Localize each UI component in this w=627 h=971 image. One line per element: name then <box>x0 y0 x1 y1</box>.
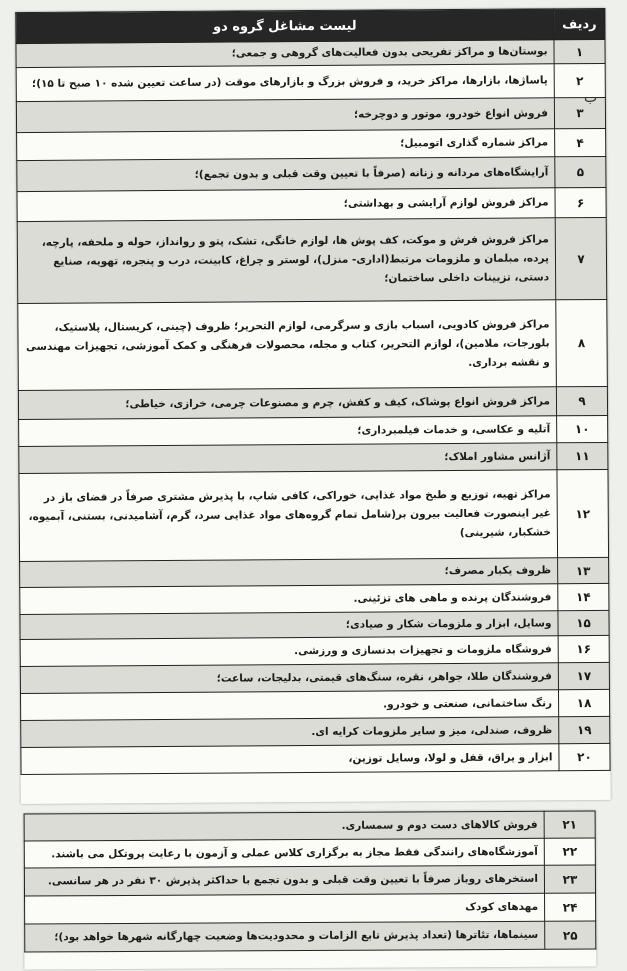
table-header-row <box>16 8 605 43</box>
row-text: پاساژها، بازارها، مراکز خرید، و فروش بزرگ و بازارهای موقت (در ساعت تعیین شده ۱۰ صبح تا ۱۵)؛ <box>16 64 554 102</box>
row-text: وسایل، ابزار و ملزومات شکار و صیادی؛ <box>20 611 558 640</box>
row-number: ۱۸ <box>558 689 609 716</box>
row-text: ظروف، صندلی، میز و سایر ملزومات کرایه ای. <box>21 717 559 748</box>
row-text: فروش انواع خودرو، موتور و دوچرخه؛ <box>16 98 554 133</box>
row-number: ۱۴ <box>558 583 609 610</box>
row-text: آژانس مشاور املاک؛ <box>19 443 557 474</box>
row-number: ۲ <box>554 63 605 97</box>
row-number: ۶ <box>555 187 606 217</box>
row-number: ۲۳ <box>544 865 595 893</box>
table-body-2 <box>24 811 596 952</box>
table-row <box>20 635 609 666</box>
table-row <box>24 865 595 896</box>
table-row <box>25 921 596 952</box>
table-row <box>18 386 607 419</box>
row-text: مراکز فروش کادویی، اسباب بازی و سرگرمی، لوازم التحریر؛ ظروف (چینی، کریستال، پلاستیک، بلورجات، ملامین)، لوازم التحریر، کتاب و مجله، محصولات فرهنگی و کمک آموزشی، تجهیزات مهندسی و نقشه برداری. <box>18 300 557 391</box>
row-text: سینماها، تئاترها (تعداد پذیرش تابع الزامات و محدودیت‌ها وضعیت چهارگانه شهرها خواهد بود)؛ <box>25 921 545 952</box>
row-text: ظروف یکبار مصرف؛ <box>20 558 558 588</box>
row-text: آموزشگاه‌های رانندگی فقط مجاز به برگزاری کلاس عملی و آزمون با رعایت پروتکل می باشند. <box>24 838 544 868</box>
column-header-title: لیست مشاغل گروه دو <box>16 9 554 44</box>
column-header-number: ردیف <box>554 8 605 39</box>
row-number: ۱۰ <box>557 415 608 442</box>
row-text: فروشندگان پرنده و ماهی های تزئینی. <box>20 584 558 615</box>
row-number: ۸ <box>556 299 608 386</box>
row-number: ۱۶ <box>558 635 609 662</box>
table-row <box>21 689 610 720</box>
row-text: استخرهای روباز صرفاً با تعیین وقت قبلی و بدون تجمع با حداکثر پذیرش ۳۰ نفر در هر سانسی. <box>24 865 544 896</box>
row-number: ۱ <box>554 39 605 63</box>
table-body-1 <box>16 39 610 774</box>
table-row <box>19 469 609 561</box>
row-number: ۵ <box>555 156 606 187</box>
row-number: ۹ <box>556 386 607 415</box>
document-page-1 <box>15 8 611 804</box>
table-row <box>17 156 606 191</box>
row-text: بوستان‌ها و مراکز تفریحی بدون فعالیت‌های گروهی و جمعی؛ <box>16 40 554 68</box>
table-row <box>20 662 609 693</box>
row-number: ۲۴ <box>545 893 596 921</box>
row-number: ۲۰ <box>559 743 610 770</box>
table-row <box>21 743 610 774</box>
table-row <box>24 811 595 841</box>
margin-handwritten-mark: ب <box>584 90 598 106</box>
table-row <box>19 442 608 473</box>
row-number: ۴ <box>555 128 606 156</box>
row-text: فروش کالاهای دست دوم و سمساری. <box>24 811 544 841</box>
row-number: ۲۲ <box>544 838 595 865</box>
row-text: مراکز فروش انواع پوشاک، کیف و کفش، چرم و مصنوعات چرمی، خرازی، خیاطی؛ <box>18 387 556 420</box>
row-text: آرایشگاه‌های مردانه و زنانه (صرفاً با تعیین وقت قبلی و بدون تجمع)؛ <box>17 157 555 192</box>
table-row <box>17 217 607 303</box>
table-row <box>24 838 595 868</box>
row-number: ۲۵ <box>545 921 596 949</box>
occupations-table-continued <box>24 811 597 953</box>
table-row <box>20 583 609 614</box>
row-text: فروشگاه ملزومات و تجهیزات بدنسازی و ورزشی. <box>20 636 558 667</box>
occupations-table <box>15 8 610 775</box>
row-number: ۷ <box>555 217 607 299</box>
row-number: ۱۲ <box>557 469 609 557</box>
row-number: ۱۵ <box>558 610 609 635</box>
table-row <box>17 187 606 221</box>
table-row <box>25 893 596 924</box>
row-text: رنگ ساختمانی، صنعتی و خودرو. <box>21 690 559 721</box>
table-row <box>16 63 605 101</box>
table-row <box>17 128 606 160</box>
row-text: مراکز شماره گذاری اتومبیل؛ <box>17 129 555 161</box>
row-number: ۱۱ <box>557 442 608 469</box>
row-number: ۱۳ <box>558 557 609 583</box>
table-row <box>20 557 609 587</box>
document-page-2 <box>24 811 597 970</box>
row-text: ابزار و یراق، قفل و لولا، وسایل توزین، <box>21 744 559 775</box>
row-text: مراکز فروش لوازم آرایشی و بهداشتی؛ <box>17 188 555 222</box>
row-text: مراکز فروش فرش و موکت، کف پوش ها، لوازم خانگی، تشک، پتو و روانداز، حوله و ملحفه، پارچه، پرده، مبلمان و ملزومات مرتبط(اداری- منزل)، لوستر و چراغ، کابینت، درب و پنجره، تهویه، صنایع دستی، تزیینات داخلی ساختمان؛ <box>17 218 556 304</box>
table-row <box>16 97 605 132</box>
row-text: فروشندگان طلا، جواهر، نقره، سنگ‌های قیمتی، بدلیجات، ساعت؛ <box>20 663 558 694</box>
table-row <box>18 299 608 390</box>
table-row <box>21 716 610 747</box>
row-number: ۱۷ <box>558 662 609 689</box>
row-number: ۳ <box>554 97 605 128</box>
table-row <box>19 415 608 446</box>
row-number: ۱۹ <box>559 716 610 743</box>
row-text: مراکز تهیه، توزیع و طبخ مواد غذایی، خوراکی، کافی شاپ، با پذیرش مشتری صرفاً در فضای باز در غیر اینصورت فعالیت بیرون بر(شامل تمام گروه‌های مواد غذایی سرد، گرم، آشامیدنی، بستنی، آبمیوه، خشکبار، شیرینی) <box>19 470 558 562</box>
row-text: مهدهای کودک <box>25 893 545 924</box>
row-text: آتلیه و عکاسی، و خدمات فیلمبرداری؛ <box>19 416 557 447</box>
row-number: ۲۱ <box>544 811 595 838</box>
